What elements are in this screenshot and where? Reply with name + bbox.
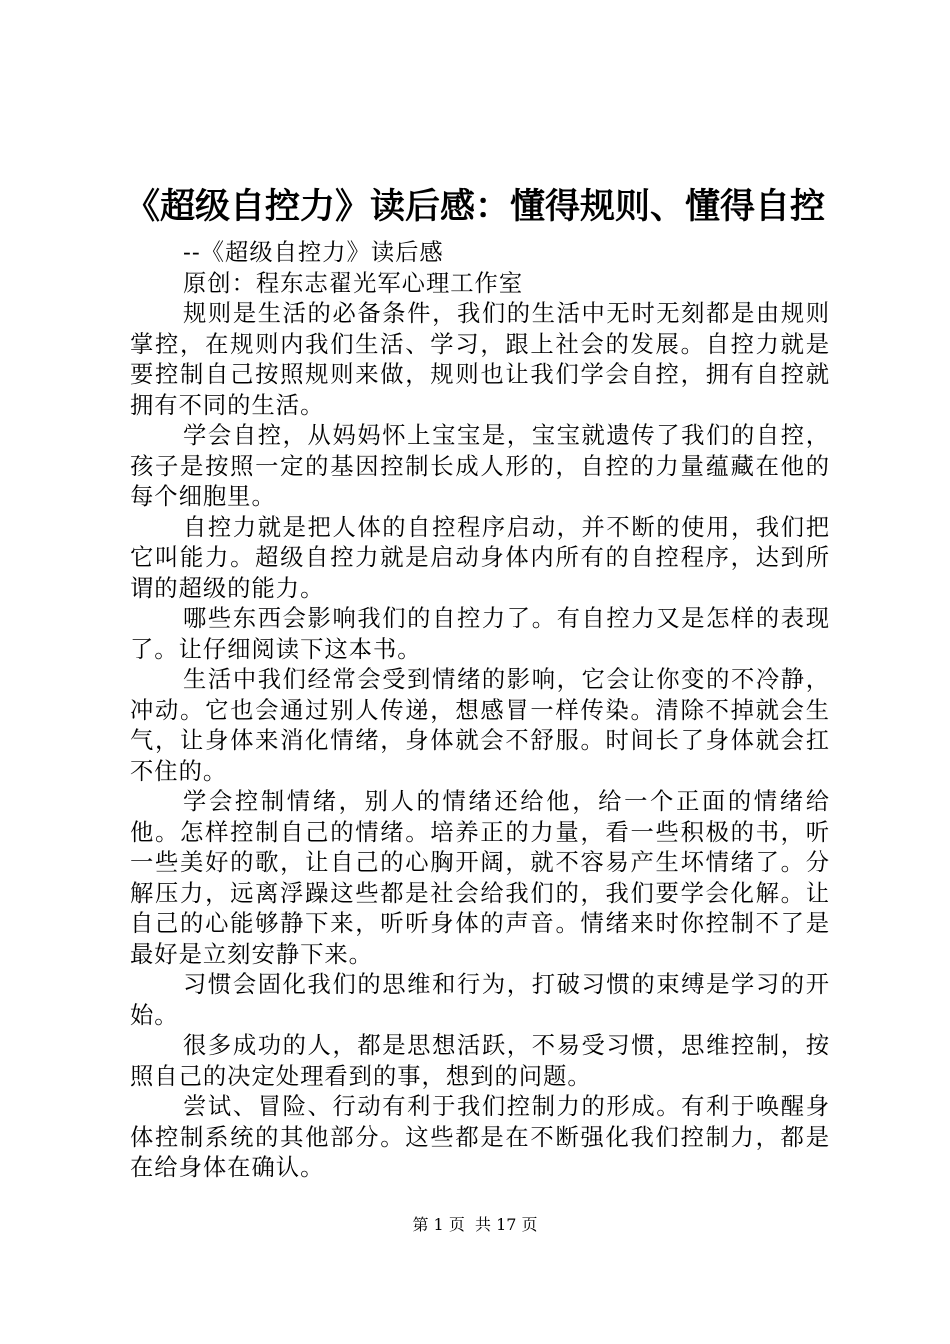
author-line: 原创：程东志翟光军心理工作室 [183, 269, 524, 297]
paragraph: 尝试、冒险、行动有利于我们控制力的形成。有利于唤醒身体控制系统的其他部分。这些都是在不断强化我们控制力，都是在给身体在确认。 [130, 1093, 830, 1181]
document-title: 《超级自控力》读后感：懂得规则、懂得自控 [124, 187, 825, 227]
page-number-footer: 第 1 页 共 17 页 [412, 1215, 538, 1234]
document-body [130, 238, 830, 1184]
paragraph: 哪些东西会影响我们的自控力了。有自控力又是怎样的表现了。让仔细阅读下这本书。 [130, 605, 830, 663]
paragraph: 自控力就是把人体的自控程序启动，并不断的使用，我们把它叫能力。超级自控力就是启动身体内所有的自控程序，达到所谓的超级的能力。 [130, 513, 830, 602]
paragraph: 学会控制情绪，别人的情绪还给他，给一个正面的情绪给他。怎样控制自己的情绪。培养正的力量，看一些积极的书，听一些美好的歌，让自己的心胸开阔，就不容易产生坏情绪了。分解压力，远离浮躁这些都是社会给我们的，我们要学会化解。让自己的心能够静下来，听听身体的声音。情绪来时你控制不了是最好是立刻安静下来。 [130, 788, 830, 968]
document-subtitle: --《超级自控力》读后感 [183, 239, 444, 266]
paragraph: 很多成功的人，都是思想活跃，不易受习惯，思维控制，按照自己的决定处理看到的事，想到的问题。 [130, 1032, 830, 1090]
paragraph: 生活中我们经常会受到情绪的影响，它会让你变的不冷静，冲动。它也会通过别人传递，想感冒一样传染。清除不掉就会生气，让身体来消化情绪，身体就会不舒服。时间长了身体就会扛不住的。 [130, 666, 830, 785]
paragraph: 学会自控，从妈妈怀上宝宝是，宝宝就遗传了我们的自控，孩子是按照一定的基因控制长成人形的，自控的力量蕴藏在他的每个细胞里。 [130, 422, 830, 510]
paragraph: 习惯会固化我们的思维和行为，打破习惯的束缚是学习的开始。 [130, 971, 830, 1029]
paragraph: 规则是生活的必备条件，我们的生活中无时无刻都是由规则掌控，在规则内我们生活、学习，跟上社会的发展。自控力就是要控制自己按照规则来做，规则也让我们学会自控，拥有自控就拥有不同的生活。 [130, 300, 830, 419]
